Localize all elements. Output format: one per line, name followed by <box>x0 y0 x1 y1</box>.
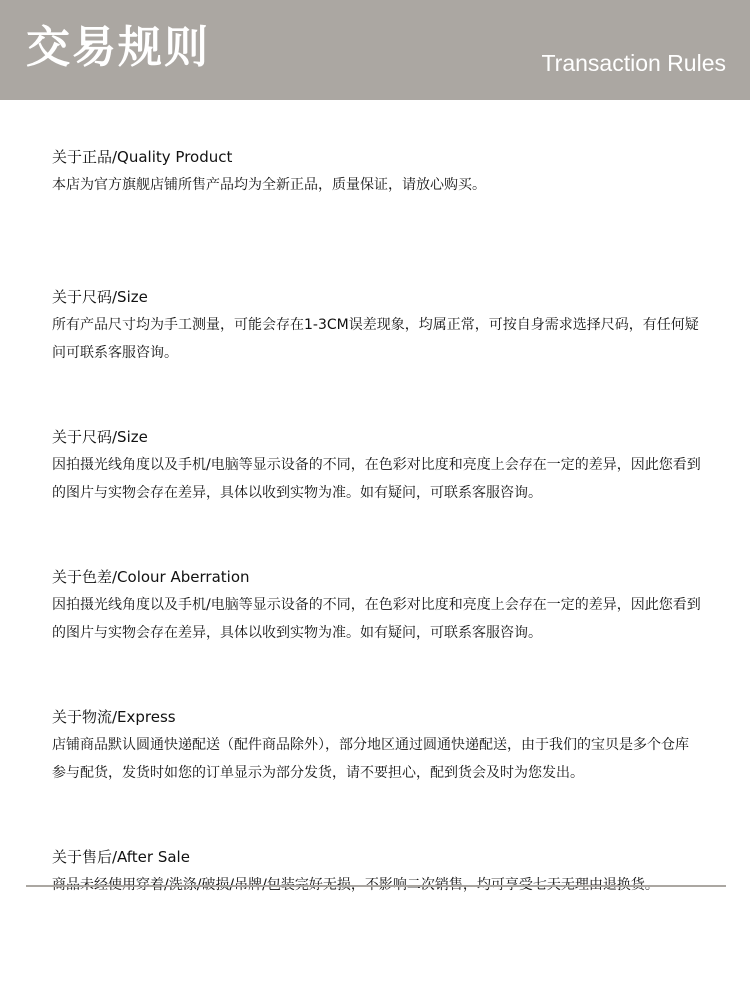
rules-content <box>52 143 702 983</box>
rule-body: 因拍摄光线角度以及手机/电脑等显示设备的不同，在色彩对比度和亮度上会存在一定的差异，因此您看到的图片与实物会存在差异，具体以收到实物为准。如有疑问，可联系客服咨询。 <box>52 597 701 641</box>
rule-body: 因拍摄光线角度以及手机/电脑等显示设备的不同，在色彩对比度和亮度上会存在一定的差异，因此您看到的图片与实物会存在差异，具体以收到实物为准。如有疑问，可联系客服咨询。 <box>52 457 701 501</box>
rule-section-quality <box>52 143 702 283</box>
rule-section-colour <box>52 563 702 703</box>
rule-heading: 关于物流/Express <box>52 708 176 726</box>
rule-heading: 关于尺码/Size <box>52 288 148 306</box>
rule-section-express <box>52 703 702 843</box>
rule-section-size-display <box>52 423 702 563</box>
header-banner <box>0 0 750 100</box>
rule-body: 本店为官方旗舰店铺所售产品均为全新正品，质量保证，请放心购买。 <box>52 177 486 193</box>
rule-heading: 关于售后/After Sale <box>52 848 190 866</box>
rule-section-after-sale <box>52 843 702 983</box>
page-subtitle: Transaction Rules <box>541 50 726 76</box>
rule-section-size <box>52 283 702 423</box>
rule-body: 所有产品尺寸均为手工测量，可能会存在1-3CM误差现象，均属正常，可按自身需求选择尺码，有任何疑问可联系客服咨询。 <box>52 317 699 361</box>
rule-body: 店铺商品默认圆通快递配送（配件商品除外），部分地区通过圆通快递配送，由于我们的宝贝是多个仓库参与配货，发货时如您的订单显示为部分发货，请不要担心，配到货会及时为您发出。 <box>52 737 689 781</box>
bottom-divider <box>26 885 726 887</box>
rule-body: 商品未经使用穿着/洗涤/破损/吊牌/包装完好无损，不影响二次销售，均可享受七天无理由退换货。 <box>52 877 659 893</box>
rule-heading: 关于正品/Quality Product <box>52 148 233 166</box>
page-title: 交易规则 <box>26 22 210 73</box>
rule-heading: 关于色差/Colour Aberration <box>52 568 250 586</box>
rule-heading: 关于尺码/Size <box>52 428 148 446</box>
